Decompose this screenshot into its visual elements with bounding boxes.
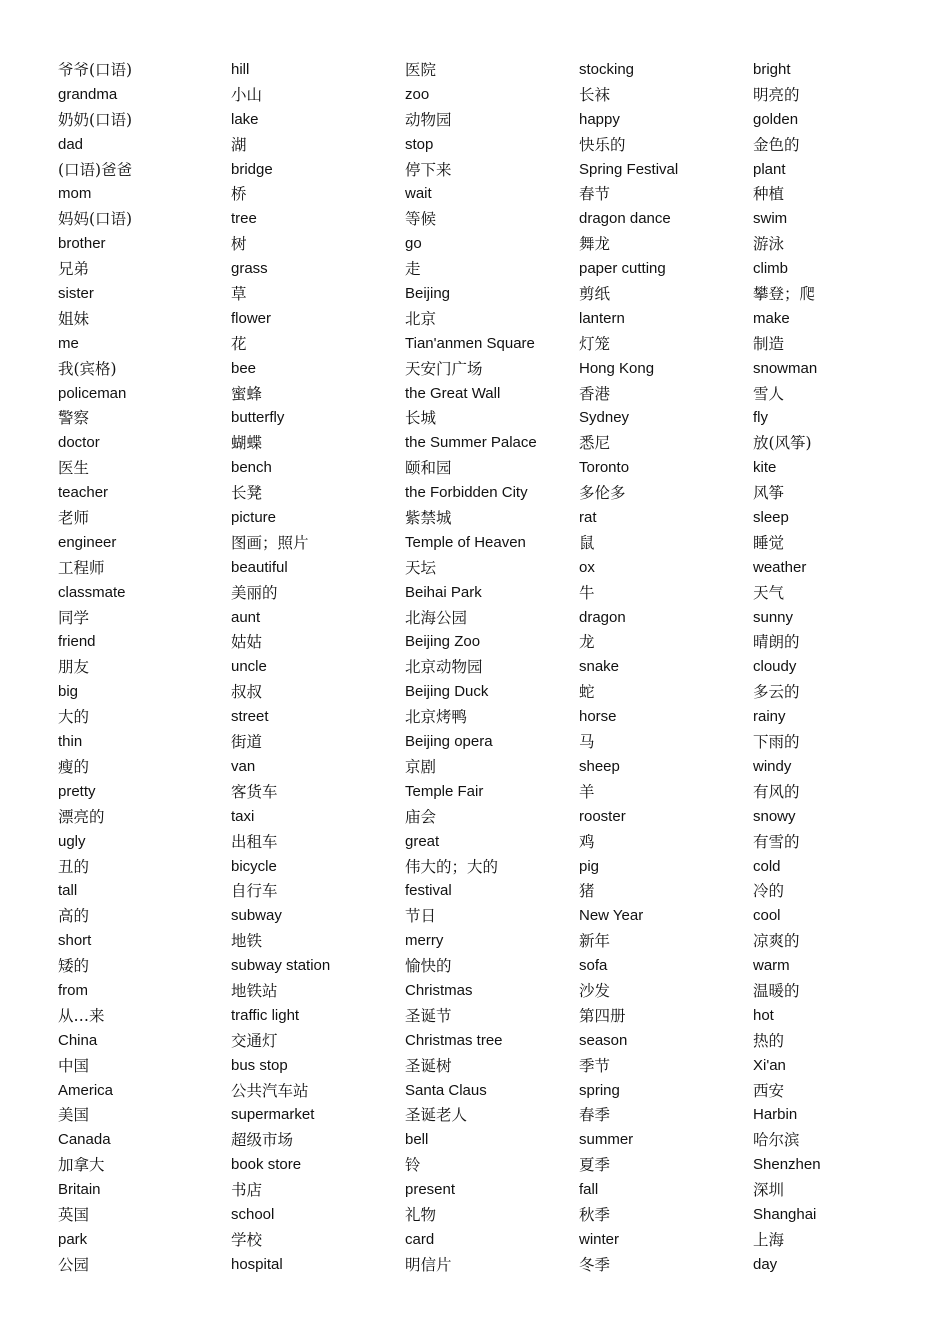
vocab-entry: 北京烤鸭: [405, 708, 468, 727]
vocab-entry: Hong Kong: [579, 359, 655, 377]
vocab-entry: 工程师: [58, 558, 105, 577]
vocab-entry: 高的: [58, 907, 90, 926]
vocab-entry: paper cutting: [579, 260, 666, 278]
vocab-entry: picture: [231, 509, 277, 527]
vocab-entry: kite: [753, 459, 777, 477]
vocab-entry: windy: [753, 757, 792, 775]
vocab-entry: hot: [753, 1006, 774, 1024]
vocab-entry: 上海: [753, 1230, 785, 1249]
vocab-entry: 天气: [753, 583, 785, 602]
vocab-entry: 姐妹: [58, 309, 90, 328]
vocab-entry: 大的: [58, 708, 90, 727]
vocab-entry: 公园: [58, 1255, 90, 1274]
vocab-entry: big: [58, 683, 79, 701]
vocab-entry: 英国: [58, 1205, 90, 1224]
vocab-entry: rainy: [753, 708, 786, 726]
vocab-entry: van: [231, 757, 256, 775]
vocab-entry: 冷的: [753, 882, 785, 901]
vocab-entry: dragon: [579, 608, 626, 626]
vocab-entry: 漂亮的: [58, 807, 105, 826]
vocab-entry: golden: [753, 110, 799, 128]
vocab-entry: 瘦的: [58, 757, 90, 776]
vocab-entry: climb: [753, 260, 789, 278]
vocab-entry: park: [58, 1230, 88, 1248]
vocab-entry: 兄弟: [58, 260, 90, 279]
vocab-entry: 从…来: [58, 1006, 105, 1025]
vocab-entry: 长凳: [231, 484, 263, 503]
vocab-entry: 蛇: [579, 683, 595, 702]
vocab-entry: stop: [405, 135, 434, 153]
vocab-entry: Beijing opera: [405, 733, 493, 751]
vocab-entry: sister: [58, 285, 94, 303]
vocab-entry: 湖: [231, 135, 247, 154]
vocab-entry: (口语)爸爸: [58, 160, 133, 179]
vocab-entry: Shenzhen: [753, 1156, 821, 1174]
vocab-entry: 地铁: [231, 932, 263, 951]
vocab-entry: bench: [231, 459, 272, 477]
vocab-entry: grass: [231, 260, 268, 278]
vocab-entry: 热的: [753, 1031, 785, 1050]
column-1: [58, 58, 228, 1278]
vocab-entry: Temple of Heaven: [405, 533, 526, 551]
vocab-entry: Sydney: [579, 409, 630, 427]
vocab-entry: winter: [579, 1230, 620, 1248]
vocab-entry: 春节: [579, 185, 611, 204]
vocab-entry: 夏季: [579, 1156, 611, 1175]
vocab-entry: snowy: [753, 807, 796, 825]
vocab-entry: 地铁站: [231, 981, 278, 1000]
vocab-entry: 爷爷(口语): [58, 61, 133, 79]
vocab-entry: 蜜蜂: [231, 384, 263, 403]
vocab-entry: Xi'an: [753, 1056, 786, 1074]
vocab-entry: plant: [753, 160, 786, 178]
vocab-entry: 冬季: [579, 1255, 611, 1274]
column-3: [405, 58, 575, 1278]
vocab-entry: 深圳: [753, 1181, 785, 1200]
vocab-entry: lantern: [579, 309, 625, 327]
vocab-entry: Britain: [58, 1181, 101, 1199]
vocab-entry: 第四册: [579, 1006, 626, 1025]
vocab-entry: 有雪的: [753, 832, 800, 851]
vocab-entry: 停下来: [405, 160, 452, 179]
vocab-entry: 牛: [579, 583, 595, 602]
vocab-entry: 出租车: [231, 832, 278, 851]
vocab-entry: 同学: [58, 608, 90, 627]
vocab-entry: 学校: [231, 1230, 263, 1249]
vocab-entry: bridge: [231, 160, 273, 178]
vocab-entry: classmate: [58, 583, 126, 601]
vocab-entry: 奶奶(口语): [58, 110, 133, 129]
vocab-entry: 医院: [405, 61, 437, 79]
vocab-entry: 有风的: [753, 782, 800, 801]
vocab-entry: dad: [58, 135, 84, 153]
vocab-entry: 蝴蝶: [231, 434, 263, 453]
vocab-entry: bright: [753, 61, 791, 78]
vocab-entry: Canada: [58, 1131, 111, 1149]
vocab-entry: 马: [579, 733, 595, 752]
vocab-entry: Shanghai: [753, 1205, 817, 1223]
vocab-entry: 姑姑: [231, 633, 263, 652]
vocab-entry: happy: [579, 110, 620, 128]
vocab-entry: uncle: [231, 658, 267, 676]
vocab-entry: 长城: [405, 409, 437, 428]
vocab-entry: 鼠: [579, 533, 595, 552]
vocab-entry: 紫禁城: [405, 509, 452, 528]
vocab-entry: grandma: [58, 85, 118, 103]
vocab-entry: go: [405, 235, 422, 253]
vocab-entry: mom: [58, 185, 92, 203]
column-4: [579, 58, 749, 1278]
vocab-entry: America: [58, 1081, 114, 1099]
vocab-entry: 沙发: [579, 981, 611, 1000]
vocab-entry: 快乐的: [579, 135, 626, 154]
vocab-entry: 等候: [405, 210, 437, 229]
vocab-entry: 客货车: [231, 782, 278, 801]
vocab-entry: 礼物: [405, 1205, 437, 1224]
vocab-entry: aunt: [231, 608, 261, 626]
vocab-entry: rooster: [579, 807, 626, 825]
vocab-entry: ox: [579, 558, 595, 576]
vocab-entry: pig: [579, 857, 600, 875]
vocab-entry: present: [405, 1181, 456, 1199]
vocab-entry: horse: [579, 708, 617, 726]
vocab-entry: 金色的: [753, 135, 800, 154]
vocab-entry: Harbin: [753, 1106, 798, 1124]
vocab-entry: 美丽的: [231, 583, 278, 602]
vocab-entry: tree: [231, 210, 257, 228]
vocab-entry: hill: [231, 61, 250, 78]
vocab-entry: 树: [231, 235, 247, 254]
vocab-entry: 下雨的: [753, 733, 800, 752]
vocab-entry: book store: [231, 1156, 302, 1174]
vocab-entry: cloudy: [753, 658, 797, 676]
vocab-entry: 雪人: [753, 384, 785, 403]
vocab-entry: 明亮的: [753, 85, 800, 104]
vocab-entry: 西安: [753, 1081, 785, 1100]
vocab-entry: festival: [405, 882, 452, 900]
vocab-entry: cool: [753, 907, 781, 925]
vocab-entry: 走: [405, 260, 421, 279]
vocab-entry: bee: [231, 359, 257, 377]
vocab-entry: 图画；照片: [231, 533, 309, 552]
vocab-entry: 公共汽车站: [231, 1081, 309, 1100]
vocab-entry: 舞龙: [579, 235, 611, 254]
vocab-entry: 丑的: [58, 857, 90, 876]
vocab-entry: doctor: [58, 434, 100, 452]
vocab-entry: 攀登；爬: [753, 285, 816, 304]
vocab-entry: 花: [231, 334, 247, 353]
vocab-entry: sleep: [753, 509, 789, 527]
vocab-entry: 羊: [579, 782, 595, 801]
vocab-entry: rat: [579, 509, 597, 527]
vocab-entry: teacher: [58, 484, 109, 502]
vocab-entry: merry: [405, 932, 444, 950]
vocab-entry: 交通灯: [231, 1031, 278, 1050]
vocab-entry: 悉尼: [579, 434, 611, 453]
vocab-entry: snake: [579, 658, 620, 676]
vocab-entry: sheep: [579, 757, 620, 775]
vocab-entry: 北京动物园: [405, 658, 483, 677]
vocab-entry: 长袜: [579, 85, 611, 104]
vocab-entry: Tian'anmen Square: [405, 334, 535, 352]
vocab-entry: the Great Wall: [405, 384, 501, 402]
vocab-entry: the Summer Palace: [405, 434, 537, 452]
vocab-entry: 警察: [58, 409, 90, 428]
vocab-entry: Christmas tree: [405, 1031, 503, 1049]
vocab-entry: 自行车: [231, 882, 278, 901]
vocab-entry: 北海公园: [405, 608, 468, 627]
vocab-entry: bell: [405, 1131, 429, 1149]
vocab-entry: 京剧: [405, 757, 437, 776]
vocab-entry: 妈妈(口语): [58, 210, 133, 229]
vocab-entry: dragon dance: [579, 210, 671, 228]
vocab-entry: 超级市场: [231, 1131, 294, 1150]
vocab-entry: taxi: [231, 807, 255, 825]
vocab-entry: 游泳: [753, 235, 785, 254]
vocab-entry: 龙: [579, 633, 595, 652]
vocab-entry: New Year: [579, 907, 644, 925]
vocab-entry: 中国: [58, 1056, 90, 1075]
vocab-entry: 圣诞节: [405, 1006, 452, 1025]
vocab-entry: 圣诞老人: [405, 1106, 468, 1125]
vocab-entry: hospital: [231, 1255, 283, 1273]
column-5: [753, 58, 923, 1278]
vocab-entry: Beijing Zoo: [405, 633, 481, 651]
vocab-entry: spring: [579, 1081, 620, 1099]
vocab-entry: 小山: [231, 85, 263, 104]
vocab-entry: swim: [753, 210, 788, 228]
vocab-entry: supermarket: [231, 1106, 315, 1124]
vocab-entry: 朋友: [58, 658, 90, 677]
vocab-entry: pretty: [58, 782, 96, 800]
vocab-entry: 动物园: [405, 110, 452, 129]
vocab-entry: friend: [58, 633, 96, 651]
vocab-entry: 伟大的；大的: [405, 857, 499, 876]
vocab-entry: Toronto: [579, 459, 630, 477]
vocab-entry: 剪纸: [579, 285, 611, 304]
vocab-entry: 制造: [753, 334, 785, 353]
vocab-entry: fly: [753, 409, 768, 427]
vocab-entry: 加拿大: [58, 1156, 105, 1175]
vocab-entry: school: [231, 1205, 275, 1223]
vocab-entry: from: [58, 981, 88, 999]
vocab-entry: 灯笼: [579, 334, 611, 353]
vocab-entry: 铃: [405, 1156, 421, 1175]
vocab-entry: 矮的: [58, 957, 90, 976]
vocab-entry: 愉快的: [405, 957, 452, 976]
vocab-entry: China: [58, 1031, 98, 1049]
vocab-entry: ugly: [58, 832, 86, 850]
vocab-entry: 叔叔: [231, 683, 263, 702]
vocab-entry: cold: [753, 857, 781, 875]
vocab-entry: 圣诞树: [405, 1056, 452, 1075]
vocab-entry: the Forbidden City: [405, 484, 528, 502]
vocab-entry: subway station: [231, 957, 331, 975]
vocab-entry: weather: [753, 558, 807, 576]
vocab-entry: 天坛: [405, 558, 437, 577]
vocab-entry: 凉爽的: [753, 932, 800, 951]
vocab-entry: 睡觉: [753, 533, 785, 552]
vocab-entry: stocking: [579, 61, 635, 78]
vocab-entry: 温暖的: [753, 981, 800, 1000]
vocab-entry: great: [405, 832, 440, 850]
vocab-entry: 种植: [753, 185, 785, 204]
vocab-entry: 我(宾格): [58, 359, 117, 378]
vocab-entry: Spring Festival: [579, 160, 679, 178]
vocab-entry: 桥: [231, 185, 247, 204]
vocab-entry: wait: [405, 185, 432, 203]
vocab-entry: 美国: [58, 1106, 90, 1125]
vocab-entry: day: [753, 1255, 778, 1273]
vocab-entry: 医生: [58, 459, 90, 478]
vocab-entry: bicycle: [231, 857, 277, 875]
vocab-entry: engineer: [58, 533, 117, 551]
vocab-entry: 明信片: [405, 1255, 452, 1274]
vocab-entry: 书店: [231, 1181, 263, 1200]
vocab-entry: Santa Claus: [405, 1081, 487, 1099]
vocab-entry: 风筝: [753, 484, 785, 503]
vocab-entry: sofa: [579, 957, 608, 975]
vocab-entry: 庙会: [405, 807, 437, 826]
vocab-entry: make: [753, 309, 790, 327]
vocab-entry: flower: [231, 309, 272, 327]
vocab-entry: thin: [58, 733, 83, 751]
vocab-entry: warm: [753, 957, 790, 975]
vocab-entry: zoo: [405, 85, 430, 103]
vocab-entry: street: [231, 708, 269, 726]
column-2: [231, 58, 401, 1278]
vocab-entry: 天安门广场: [405, 359, 483, 378]
vocab-entry: 节日: [405, 907, 437, 926]
vocab-entry: 春季: [579, 1106, 611, 1125]
vocab-entry: 放(风筝): [753, 434, 812, 453]
vocab-entry: Temple Fair: [405, 782, 484, 800]
vocab-entry: me: [58, 334, 79, 352]
vocab-entry: snowman: [753, 359, 818, 377]
vocab-entry: lake: [231, 110, 259, 128]
vocab-entry: 猪: [579, 882, 595, 901]
vocab-entry: 香港: [579, 384, 611, 403]
vocab-entry: traffic light: [231, 1006, 300, 1024]
vocab-entry: 晴朗的: [753, 633, 800, 652]
vocab-entry: short: [58, 932, 92, 950]
vocab-entry: 老师: [58, 509, 90, 528]
vocab-entry: 新年: [579, 932, 611, 951]
vocab-entry: fall: [579, 1181, 599, 1199]
vocab-entry: 颐和园: [405, 459, 452, 478]
vocab-entry: 鸡: [579, 832, 595, 851]
vocab-entry: policeman: [58, 384, 127, 402]
vocab-entry: beautiful: [231, 558, 288, 576]
vocab-entry: 季节: [579, 1056, 611, 1075]
vocab-entry: tall: [58, 882, 78, 900]
vocab-entry: 草: [231, 285, 247, 304]
vocab-entry: subway: [231, 907, 282, 925]
vocab-entry: brother: [58, 235, 106, 253]
vocab-entry: 哈尔滨: [753, 1131, 800, 1150]
vocab-entry: sunny: [753, 608, 794, 626]
vocab-entry: butterfly: [231, 409, 285, 427]
vocab-entry: Christmas: [405, 981, 473, 999]
vocab-entry: bus stop: [231, 1056, 288, 1074]
vocab-entry: Beihai Park: [405, 583, 482, 601]
vocab-entry: Beijing Duck: [405, 683, 489, 701]
vocab-entry: 秋季: [579, 1205, 611, 1224]
vocab-entry: 街道: [231, 733, 263, 752]
vocab-entry: summer: [579, 1131, 634, 1149]
vocab-entry: season: [579, 1031, 628, 1049]
vocab-entry: card: [405, 1230, 435, 1248]
vocab-entry: 多云的: [753, 683, 800, 702]
vocab-entry: 北京: [405, 309, 437, 328]
vocab-entry: Beijing: [405, 285, 451, 303]
vocab-entry: 多伦多: [579, 484, 626, 503]
